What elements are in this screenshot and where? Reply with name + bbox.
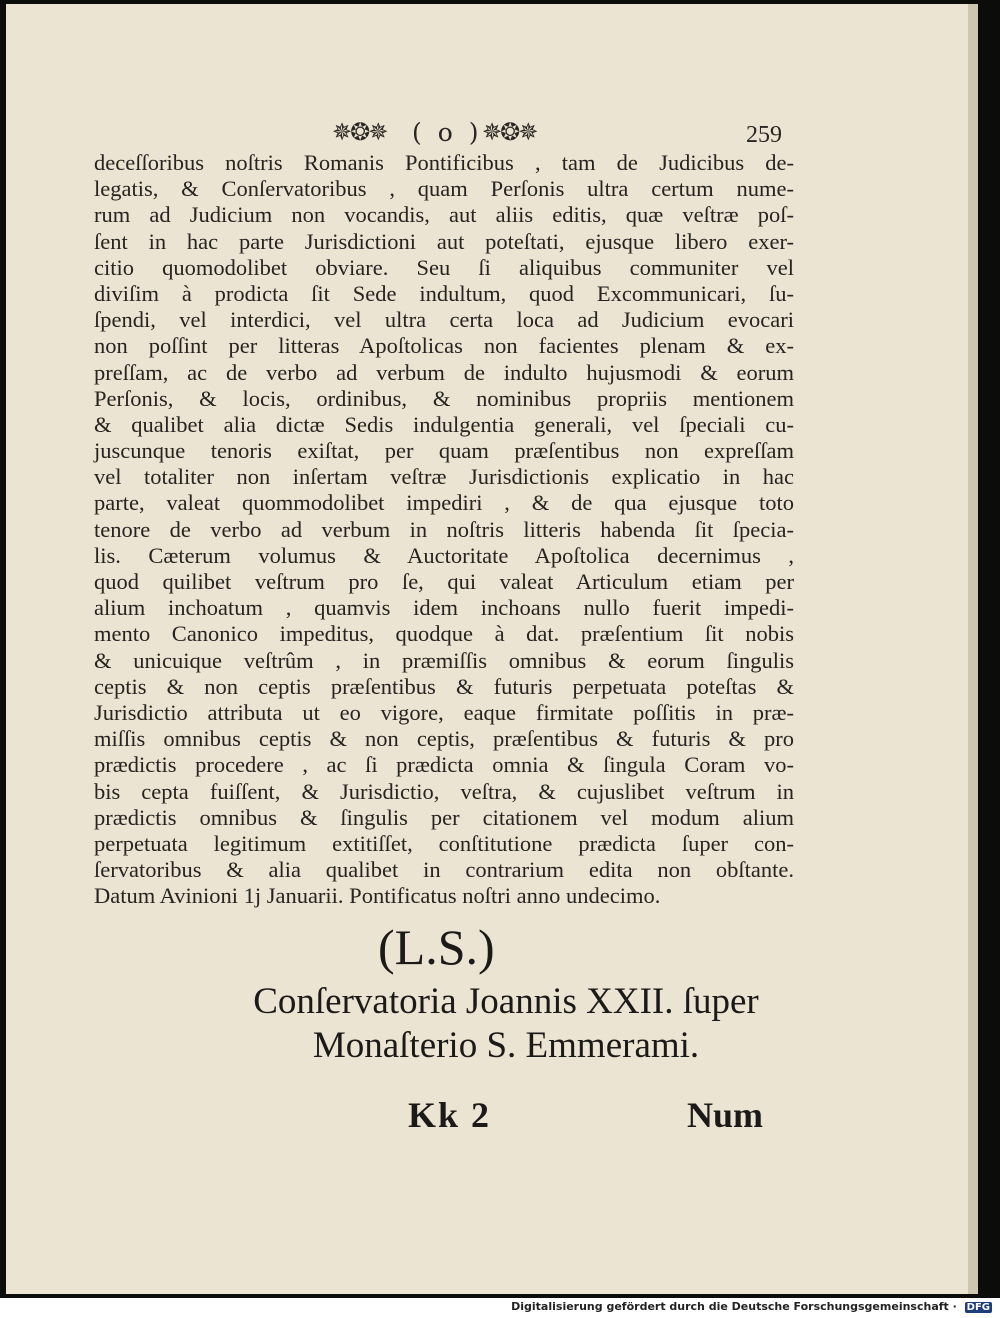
body-text <box>94 150 794 909</box>
header-ornament-left: ✵❂✵ <box>332 118 387 146</box>
text-line: deceſſoribus noſtris Romanis Pontificibus , tam de Judicibus de- <box>94 150 794 175</box>
text-line: lis. Cæterum volumus & Auctoritate Apoſtolica decernimus , <box>94 542 794 568</box>
title-line: Conſervatoria Joannis XXII. ſuper <box>253 981 759 1022</box>
text-line: & unicuique veſtrûm , in præmiſſis omnibus & eorum ſingulis <box>94 647 794 673</box>
page-header <box>6 118 968 148</box>
page-number: 259 <box>746 122 782 148</box>
text-line: Datum Avinioni 1j Januarii. Pontificatus noſtri anno undecimo. <box>94 883 661 909</box>
text-line: ſent in hac parte Jurisdictioni aut poteſtati, ejusque libero exer- <box>94 228 794 254</box>
text-line: Jurisdictio attributa ut eo vigore, eaque firmitate poſſitis in præ- <box>94 699 794 725</box>
text-line: citio quomodolibet obviare. Seu ſi aliquibus communiter vel <box>94 254 794 280</box>
title-line: Monaſterio S. Emmerami. <box>312 1025 700 1066</box>
text-line: parte, valeat quommodolibet impediri , & de qua ejusque toto <box>94 490 794 516</box>
text-line: legatis, & Conſervatoribus , quam Perſonis ultra certum nume- <box>94 176 794 202</box>
header-ornament-right: ✵❂✵ <box>482 118 537 146</box>
text-line: mento Canonico impeditus, quodque à dat. præſentium ſit nobis <box>94 621 794 647</box>
section-title <box>186 980 826 1068</box>
text-line: preſſam, ac de verbo ad verbum de indulto hujusmodi & eorum <box>94 359 794 385</box>
text-line: rum ad Judicium non vocandis, aut aliis editis, quæ veſtræ poſ- <box>94 202 794 228</box>
text-line: Perſonis, & locis, ordinibus, & nominibus propriis mentionem <box>94 385 794 411</box>
dfg-logo-icon: DFG <box>966 1302 990 1313</box>
seal-mark: (L.S.) <box>378 919 495 975</box>
text-line: quod quilibet veſtrum pro ſe, qui valeat Articulum etiam per <box>94 569 794 594</box>
text-line: prædictis omnibus & ſingulis per citationem vel modum alium <box>94 804 794 830</box>
book-page <box>6 4 978 1294</box>
text-line: alium inchoatum , quamvis idem inchoans nullo fuerit impedi- <box>94 595 794 621</box>
text-line: diviſim à prodicta ſit Sede indultum, quod Excommunicari, ſu- <box>94 280 794 306</box>
text-line: bis cepta fuiſſent, & Jurisdictio, veſtra, & cujuslibet veſtrum in <box>94 778 794 804</box>
footer-credit: Digitalisierung gefördert durch die Deutsche Forschungsgemeinschaft · DFG <box>511 1300 990 1313</box>
text-line: non poſſint per litteras Apoſtolicas non facientes plenam & ex- <box>94 333 794 359</box>
text-line: perpetuata legitimum extitiſſet, conſtitutione prædicta ſuper con- <box>94 830 794 856</box>
header-bracket: ( o ) <box>412 118 483 147</box>
text-line: vel totaliter non inſertam veſtræ Jurisdictionis explicatio in hac <box>94 464 794 490</box>
text-line: ceptis & non ceptis præſentibus & futuris perpetuata poteſtas & <box>94 673 794 699</box>
text-line: ſervatoribus & alia qualibet in contrarium edita non obſtante. <box>94 857 794 883</box>
text-line: juscunque tenoris exiſtat, per quam præſentibus non expreſſam <box>94 438 794 464</box>
text-line: tenore de verbo ad verbum in noſtris litteris habenda ſit ſpecia- <box>94 516 794 542</box>
catchword: Num <box>687 1095 764 1135</box>
text-line: miſſis omnibus ceptis & non ceptis, præſentibus & futuris & pro <box>94 726 794 752</box>
text-line: ſpendi, vel interdici, vel ultra certa loca ad Judicium evocari <box>94 307 794 333</box>
signature-mark: Kk 2 <box>408 1095 492 1135</box>
footer-credit-text: Digitalisierung gefördert durch die Deutsche Forschungsgemeinschaft <box>511 1300 949 1313</box>
text-line: & qualibet alia dictæ Sedis indulgentia generali, vel ſpeciali cu- <box>94 411 794 437</box>
text-line: prædictis procedere , ac ſi prædicta omnia & ſingula Coram vo- <box>94 752 794 778</box>
